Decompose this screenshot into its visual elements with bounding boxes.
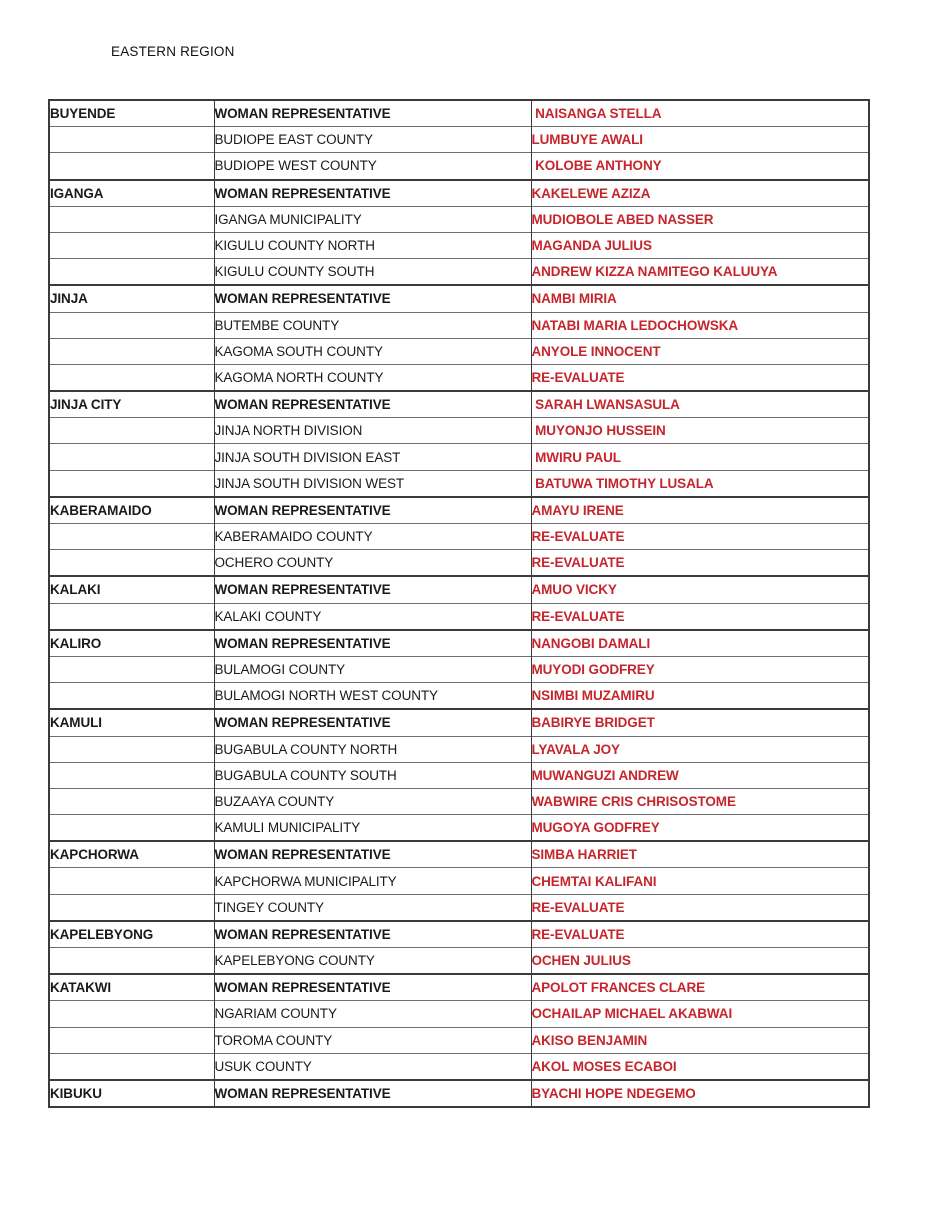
office-cell: KAGOMA NORTH COUNTY: [214, 364, 531, 391]
district-cell: KALIRO: [49, 630, 214, 657]
candidate-name-cell: ANYOLE INNOCENT: [531, 338, 869, 364]
district-cell: [49, 232, 214, 258]
candidate-name-cell: KOLOBE ANTHONY: [531, 153, 869, 180]
table-row: [49, 206, 869, 232]
office-cell: BUGABULA COUNTY NORTH: [214, 736, 531, 762]
table-row: [49, 418, 869, 444]
table-row: [49, 391, 869, 418]
candidate-name-cell: AMAYU IRENE: [531, 497, 869, 524]
table-row: [49, 868, 869, 894]
district-cell: JINJA CITY: [49, 391, 214, 418]
district-cell: [49, 206, 214, 232]
table-row: [49, 815, 869, 842]
table-row: [49, 921, 869, 948]
district-cell: [49, 550, 214, 577]
district-cell: KAPCHORWA: [49, 841, 214, 868]
district-cell: KIBUKU: [49, 1080, 214, 1107]
table-row: [49, 153, 869, 180]
candidate-name-cell: RE-EVALUATE: [531, 524, 869, 550]
table-row: [49, 974, 869, 1001]
district-cell: KATAKWI: [49, 974, 214, 1001]
office-cell: BULAMOGI COUNTY: [214, 656, 531, 682]
office-cell: NGARIAM COUNTY: [214, 1001, 531, 1027]
office-cell: KAPCHORWA MUNICIPALITY: [214, 868, 531, 894]
candidate-name-cell: SIMBA HARRIET: [531, 841, 869, 868]
candidate-name-cell: NATABI MARIA LEDOCHOWSKA: [531, 312, 869, 338]
candidate-name-cell: MUGOYA GODFREY: [531, 815, 869, 842]
candidate-name-cell: MUYONJO HUSSEIN: [531, 418, 869, 444]
candidate-name-cell: OCHAILAP MICHAEL AKABWAI: [531, 1001, 869, 1027]
office-cell: BUDIOPE EAST COUNTY: [214, 127, 531, 153]
office-cell: WOMAN REPRESENTATIVE: [214, 921, 531, 948]
candidate-name-cell: ANDREW KIZZA NAMITEGO KALUUYA: [531, 259, 869, 286]
district-cell: [49, 338, 214, 364]
district-cell: [49, 1027, 214, 1053]
office-cell: WOMAN REPRESENTATIVE: [214, 974, 531, 1001]
candidate-name-cell: LYAVALA JOY: [531, 736, 869, 762]
district-cell: [49, 524, 214, 550]
table-row: [49, 100, 869, 127]
district-cell: [49, 470, 214, 497]
office-cell: WOMAN REPRESENTATIVE: [214, 285, 531, 312]
district-cell: [49, 948, 214, 975]
candidate-name-cell: OCHEN JULIUS: [531, 948, 869, 975]
table-row: [49, 1080, 869, 1107]
district-cell: IGANGA: [49, 180, 214, 207]
district-cell: [49, 312, 214, 338]
office-cell: USUK COUNTY: [214, 1053, 531, 1080]
table-row: [49, 709, 869, 736]
office-cell: BULAMOGI NORTH WEST COUNTY: [214, 683, 531, 710]
candidate-name-cell: LUMBUYE AWALI: [531, 127, 869, 153]
table-row: [49, 550, 869, 577]
table-row: [49, 948, 869, 975]
district-cell: [49, 868, 214, 894]
office-cell: TOROMA COUNTY: [214, 1027, 531, 1053]
candidate-name-cell: BABIRYE BRIDGET: [531, 709, 869, 736]
office-cell: WOMAN REPRESENTATIVE: [214, 841, 531, 868]
table-row: [49, 656, 869, 682]
district-cell: [49, 364, 214, 391]
district-cell: [49, 788, 214, 814]
candidate-name-cell: NANGOBI DAMALI: [531, 630, 869, 657]
candidate-name-cell: BYACHI HOPE NDEGEMO: [531, 1080, 869, 1107]
district-cell: KAMULI: [49, 709, 214, 736]
candidate-name-cell: RE-EVALUATE: [531, 603, 869, 630]
candidate-name-cell: KAKELEWE AZIZA: [531, 180, 869, 207]
table-row: [49, 894, 869, 921]
candidate-name-cell: RE-EVALUATE: [531, 894, 869, 921]
district-cell: [49, 683, 214, 710]
office-cell: KIGULU COUNTY SOUTH: [214, 259, 531, 286]
office-cell: WOMAN REPRESENTATIVE: [214, 630, 531, 657]
candidate-name-cell: NAMBI MIRIA: [531, 285, 869, 312]
district-cell: [49, 444, 214, 470]
district-cell: [49, 1001, 214, 1027]
candidate-name-cell: MWIRU PAUL: [531, 444, 869, 470]
table-row: [49, 524, 869, 550]
candidates-table-body: [49, 100, 869, 1107]
office-cell: KAPELEBYONG COUNTY: [214, 948, 531, 975]
office-cell: KAGOMA SOUTH COUNTY: [214, 338, 531, 364]
office-cell: WOMAN REPRESENTATIVE: [214, 180, 531, 207]
district-cell: KAPELEBYONG: [49, 921, 214, 948]
district-cell: [49, 656, 214, 682]
table-row: [49, 470, 869, 497]
candidate-name-cell: MUDIOBOLE ABED NASSER: [531, 206, 869, 232]
office-cell: IGANGA MUNICIPALITY: [214, 206, 531, 232]
office-cell: BUDIOPE WEST COUNTY: [214, 153, 531, 180]
table-row: [49, 497, 869, 524]
table-row: [49, 1027, 869, 1053]
office-cell: WOMAN REPRESENTATIVE: [214, 391, 531, 418]
table-row: [49, 736, 869, 762]
table-row: [49, 762, 869, 788]
office-cell: WOMAN REPRESENTATIVE: [214, 100, 531, 127]
district-cell: KALAKI: [49, 576, 214, 603]
table-row: [49, 180, 869, 207]
office-cell: BUZAAYA COUNTY: [214, 788, 531, 814]
candidate-name-cell: SARAH LWANSASULA: [531, 391, 869, 418]
district-cell: KABERAMAIDO: [49, 497, 214, 524]
table-row: [49, 364, 869, 391]
table-row: [49, 788, 869, 814]
district-cell: [49, 153, 214, 180]
office-cell: KALAKI COUNTY: [214, 603, 531, 630]
candidate-name-cell: CHEMTAI KALIFANI: [531, 868, 869, 894]
candidate-name-cell: AKISO BENJAMIN: [531, 1027, 869, 1053]
candidate-name-cell: MUYODI GODFREY: [531, 656, 869, 682]
district-cell: [49, 815, 214, 842]
office-cell: WOMAN REPRESENTATIVE: [214, 497, 531, 524]
table-row: [49, 630, 869, 657]
table-row: [49, 127, 869, 153]
candidate-name-cell: MAGANDA JULIUS: [531, 232, 869, 258]
candidate-name-cell: BATUWA TIMOTHY LUSALA: [531, 470, 869, 497]
candidate-name-cell: AMUO VICKY: [531, 576, 869, 603]
office-cell: JINJA NORTH DIVISION: [214, 418, 531, 444]
table-row: [49, 1001, 869, 1027]
candidates-table: [48, 99, 870, 1108]
table-row: [49, 285, 869, 312]
candidate-name-cell: NSIMBI MUZAMIRU: [531, 683, 869, 710]
district-cell: JINJA: [49, 285, 214, 312]
table-row: [49, 683, 869, 710]
office-cell: KIGULU COUNTY NORTH: [214, 232, 531, 258]
candidate-name-cell: WABWIRE CRIS CHRISOSTOME: [531, 788, 869, 814]
office-cell: OCHERO COUNTY: [214, 550, 531, 577]
district-cell: [49, 736, 214, 762]
district-cell: [49, 259, 214, 286]
candidate-name-cell: NAISANGA STELLA: [531, 106, 662, 122]
table-row: [49, 576, 869, 603]
table-row: [49, 1053, 869, 1080]
office-cell: WOMAN REPRESENTATIVE: [214, 1080, 531, 1107]
office-cell: JINJA SOUTH DIVISION WEST: [214, 470, 531, 497]
page-title: EASTERN REGION: [111, 44, 235, 59]
district-cell: BUYENDE: [49, 100, 214, 127]
candidate-name-cell: MUWANGUZI ANDREW: [531, 762, 869, 788]
district-cell: [49, 418, 214, 444]
district-cell: [49, 894, 214, 921]
district-cell: [49, 127, 214, 153]
office-cell: KAMULI MUNICIPALITY: [214, 815, 531, 842]
office-cell: BUTEMBE COUNTY: [214, 312, 531, 338]
candidate-name-cell: APOLOT FRANCES CLARE: [531, 974, 869, 1001]
office-cell: WOMAN REPRESENTATIVE: [214, 709, 531, 736]
office-cell: JINJA SOUTH DIVISION EAST: [214, 444, 531, 470]
district-cell: [49, 1053, 214, 1080]
office-cell: BUGABULA COUNTY SOUTH: [214, 762, 531, 788]
table-row: [49, 338, 869, 364]
table-row: [49, 259, 869, 286]
table-row: [49, 232, 869, 258]
office-cell: KABERAMAIDO COUNTY: [214, 524, 531, 550]
district-cell: [49, 762, 214, 788]
candidate-name-cell: RE-EVALUATE: [531, 550, 869, 577]
candidate-name-cell: RE-EVALUATE: [531, 921, 869, 948]
office-cell: WOMAN REPRESENTATIVE: [214, 576, 531, 603]
candidate-name-cell: RE-EVALUATE: [531, 364, 869, 391]
candidate-name-cell: AKOL MOSES ECABOI: [531, 1053, 869, 1080]
table-row: [49, 841, 869, 868]
district-cell: [49, 603, 214, 630]
table-row: [49, 444, 869, 470]
table-row: [49, 603, 869, 630]
office-cell: TINGEY COUNTY: [214, 894, 531, 921]
table-row: [49, 312, 869, 338]
